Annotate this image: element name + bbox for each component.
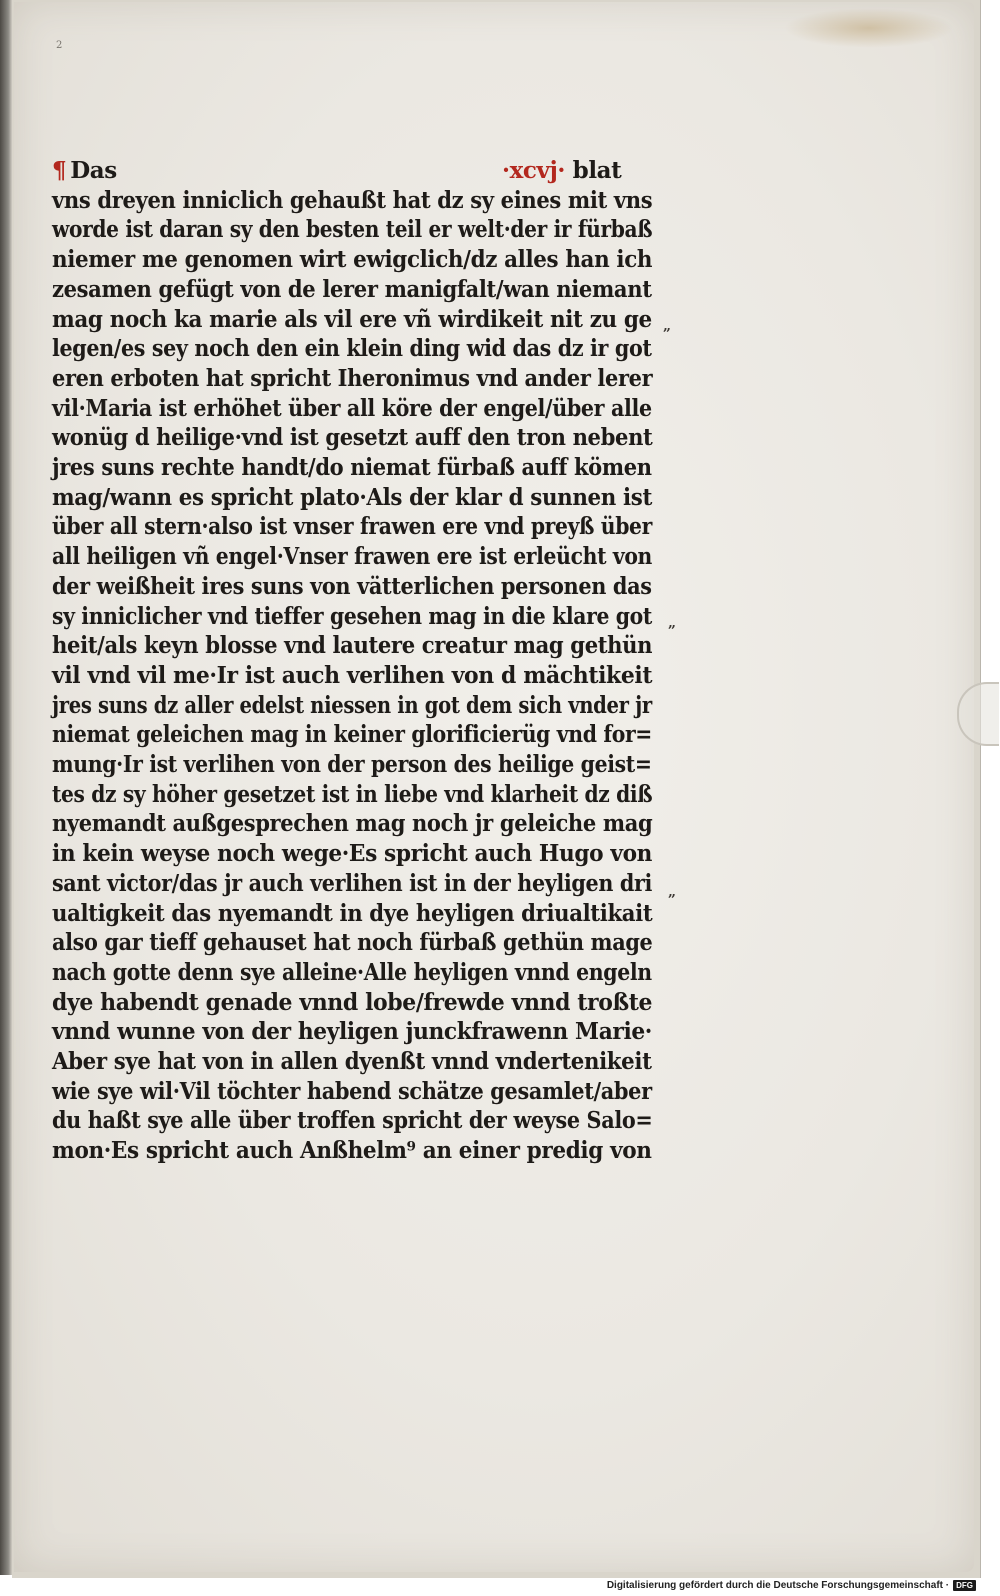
text-line: in kein weyse noch wege·Es spricht auch Hugo von [52, 840, 653, 868]
text-line: mag/wann es spricht plato·Als der klar d sunnen ist [52, 483, 652, 511]
text-line: eren erboten hat spricht Iheronimus vnd ander lerer [52, 364, 653, 392]
folio-number: ·xcvj· [502, 157, 566, 184]
folio-label: blat [572, 157, 622, 184]
text-line: dye habendt genade vnnd lobe/frewde vnnd troßte [52, 988, 653, 1016]
page-clip-tab [957, 682, 999, 746]
text-line: mung·Ir ist verlihen von der person des heilige geist= [52, 751, 652, 779]
folio [502, 156, 621, 186]
text-block [52, 156, 672, 1166]
text-line: zesamen gefügt von de lerer manigfalt/wan niemant [52, 275, 652, 303]
text-line: heit/als keyn blosse vnd lautere creatur mag gethün [52, 632, 653, 660]
text-line: über all stern·also ist vnser frawen ere vnd preyß über [52, 513, 652, 541]
text-line: der weißheit ires suns von vätterlichen personen das [52, 572, 652, 600]
dfg-logo: DFG [953, 1580, 976, 1591]
running-header [52, 156, 672, 186]
text-line: mag noch ka marie als vil ere vñ wirdikeit nit zu ge [52, 305, 652, 333]
text-line: vil·Maria ist erhöhet über all köre der engel/über alle [52, 394, 652, 422]
text-line: sy inniclicher vnd tieffer gesehen mag in die klare got [52, 602, 652, 630]
text-line: vns dreyen inniclich gehaußt hat dz sy eines mit vns [52, 186, 653, 214]
margin-mark: „ [663, 318, 672, 334]
binding-gutter [0, 0, 12, 1575]
text-line: jres suns rechte handt/do niemat fürbaß auff kömen [52, 454, 652, 482]
text-line: worde ist daran sy den besten teil er welt·der ir fürbaß [52, 216, 653, 244]
text-line: niemat geleichen mag in keiner glorificierüg vnd for= [52, 721, 653, 749]
header-title: Das [70, 157, 117, 184]
text-line: niemer me genomen wirt ewigclich/dz alles han ich [52, 246, 653, 274]
text-line: du haßt sye alle über troffen spricht der weyse Salo= [52, 1107, 653, 1135]
text-line: nyemandt außgesprechen mag noch jr geleiche mag [52, 810, 653, 838]
text-line: vnnd wunne von der heyligen junckfrawenn Marie· [52, 1018, 652, 1046]
text-line: sant victor/das jr auch verlihen ist in der heyligen dri [52, 869, 653, 897]
text-line: nach gotte denn sye alleine·Alle heyligen vnnd engeln [52, 958, 652, 986]
footer-credit [607, 1580, 976, 1591]
page-pencil-mark: 2 [56, 40, 63, 51]
text-line: ualtigkeit das nyemandt in dye heyligen driualtikait [52, 899, 653, 927]
text-line: wie sye wil·Vil töchter habend schätze gesamlet/aber [52, 1077, 652, 1105]
text-line: Aber sye hat von in allen dyenßt vnnd vndertenikeit [52, 1048, 652, 1076]
footer-text: Digitalisierung gefördert durch die Deutsche Forschungsgemeinschaft · [606, 1580, 950, 1591]
margin-mark: „ [668, 615, 677, 631]
paper-stain [784, 8, 954, 48]
text-line: vil vnd vil me·Ir ist auch verlihen von d mächtikeit [52, 661, 653, 689]
pilcrow-icon: ¶ [52, 157, 67, 184]
text-line: also gar tieff gehauset hat noch fürbaß gethün mage [52, 929, 653, 957]
text-lines [52, 186, 672, 1166]
text-line: jres suns dz aller edelst niessen in got dem sich vnder jr [52, 691, 652, 719]
text-line: wonüg d heilige·vnd ist gesetzt auff den tron nebent [52, 424, 653, 452]
text-line: mon·Es spricht auch Anßhelm⁹ an einer predig von [52, 1137, 652, 1165]
text-line: all heiligen vñ engel·Vnser frawen ere ist erleücht von [52, 543, 652, 571]
margin-mark: „ [668, 884, 677, 900]
text-line: legen/es sey noch den ein klein ding wid das dz ir got [52, 335, 652, 363]
text-line: tes dz sy höher gesetzet ist in liebe vnd klarheit dz diß [52, 780, 653, 808]
